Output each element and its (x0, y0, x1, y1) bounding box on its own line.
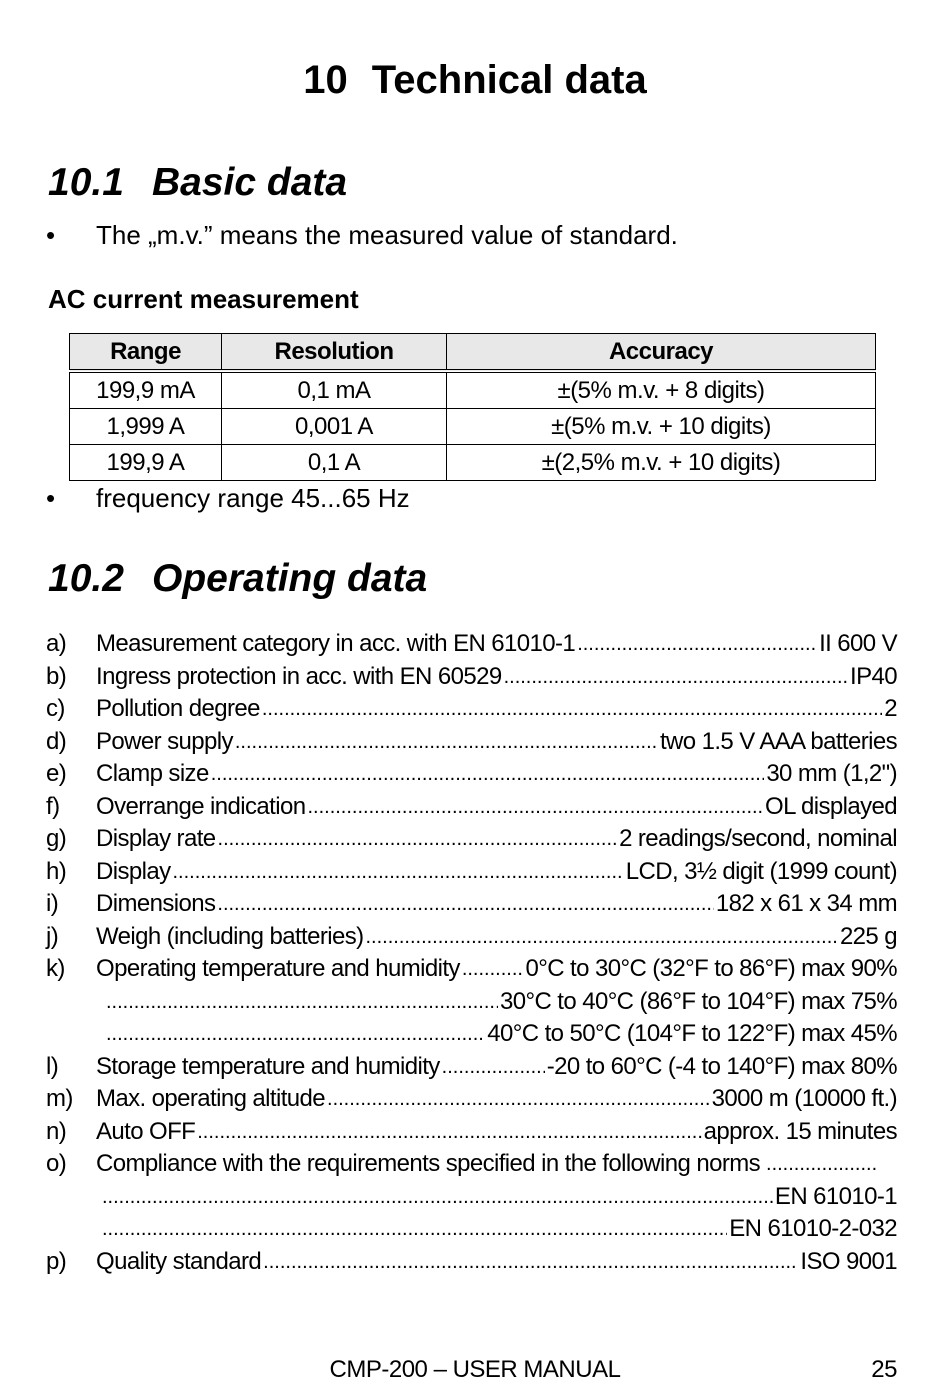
item-value: 2 readings/second, nominal (619, 825, 897, 852)
dot-leader (217, 888, 713, 921)
dot-leader (211, 758, 765, 791)
dot-leader (504, 661, 848, 694)
cell-resolution: 0,1 mA (222, 371, 447, 409)
bullet-text: frequency range 45...65 Hz (96, 483, 410, 513)
section-heading-operating-data (48, 557, 427, 601)
item-key: b) (46, 662, 67, 690)
item-key: l) (46, 1052, 59, 1080)
item-label: Quality standard (96, 1247, 262, 1275)
dot-leader (106, 1018, 485, 1051)
column-header-accuracy: Accuracy (447, 334, 876, 372)
item-key: n) (46, 1117, 67, 1145)
list-item (46, 921, 897, 954)
list-item (46, 953, 897, 986)
page-number: 25 (871, 1356, 897, 1383)
list-item (46, 661, 897, 694)
dot-leader (577, 628, 817, 661)
dot-leader (307, 791, 763, 824)
item-value: 3000 m (10000 ft.) (711, 1085, 897, 1112)
dot-leader (262, 693, 882, 726)
section-number: 10.2 (48, 557, 124, 600)
bullet-text: The „m.v.” means the measured value of standard. (96, 220, 678, 250)
item-key: a) (46, 630, 67, 657)
item-value: two 1.5 V AAA batteries (659, 727, 897, 755)
dot-leader (235, 726, 658, 759)
item-key: e) (46, 760, 67, 787)
section-title: Operating data (152, 557, 428, 600)
item-value: 30 mm (1,2") (766, 760, 897, 787)
item-key: m) (46, 1085, 73, 1112)
dot-leader (327, 1083, 710, 1116)
cell-accuracy: ±(5% m.v. + 10 digits) (447, 409, 876, 445)
item-value: 0°C to 30°C (32°F to 86°F) max 90% (525, 955, 897, 982)
item-value: -20 to 60°C (-4 to 140°F) max 80% (546, 1052, 897, 1080)
item-label: Power supply (96, 727, 233, 755)
bullet-icon: • (46, 220, 56, 250)
item-label: Max. operating altitude (96, 1085, 326, 1112)
item-key: j) (46, 922, 59, 950)
list-item (46, 726, 897, 759)
section-heading-basic-data (48, 161, 347, 205)
item-value: II 600 V (819, 630, 897, 657)
item-value: EN 61010-1 (774, 1182, 897, 1210)
item-key: p) (46, 1247, 67, 1275)
table-header-row (70, 334, 876, 372)
list-item (46, 1051, 897, 1084)
list-item (46, 791, 897, 824)
column-header-range: Range (70, 334, 222, 372)
chapter-heading (0, 58, 950, 103)
item-value: 2 (884, 695, 897, 722)
dot-leader (462, 953, 524, 986)
section-number: 10.1 (48, 161, 124, 204)
chapter-number: 10 (303, 58, 348, 102)
list-item-continuation (46, 1213, 897, 1246)
cell-range: 199,9 mA (70, 371, 222, 409)
item-value: 30°C to 40°C (86°F to 104°F) max 75% (500, 987, 897, 1015)
chapter-title: Technical data (371, 58, 647, 102)
section-title: Basic data (152, 161, 348, 204)
item-label: Measurement category in acc. with EN 61010-1 (96, 630, 576, 657)
item-label: Weigh (including batteries) (96, 922, 364, 950)
item-label: Auto OFF (96, 1117, 196, 1145)
dot-leader (263, 1246, 798, 1279)
dot-leader (442, 1051, 545, 1084)
item-label: Ingress protection in acc. with EN 60529 (96, 662, 502, 690)
item-label: Storage temperature and humidity (96, 1052, 440, 1080)
item-key (46, 986, 104, 1019)
dot-leader (102, 1181, 773, 1214)
item-label: Compliance with the requirements specified in the following norms (96, 1150, 761, 1177)
column-header-resolution: Resolution (222, 334, 447, 372)
footer-title: CMP-200 – USER MANUAL (329, 1356, 621, 1383)
list-item-continuation (46, 1181, 897, 1214)
item-key: i) (46, 890, 59, 917)
item-value: 182 x 61 x 34 mm (715, 890, 897, 917)
item-label: Display rate (96, 825, 216, 852)
table-row (70, 371, 876, 409)
operating-data-list (46, 628, 897, 1278)
dot-leader (218, 823, 618, 856)
item-value: ISO 9001 (800, 1247, 897, 1275)
item-label: Display (96, 857, 171, 885)
cell-resolution: 0,001 A (222, 409, 447, 445)
dot-leader (173, 856, 624, 889)
list-item (46, 1116, 897, 1149)
list-item-continuation (46, 1018, 897, 1051)
table-row (70, 409, 876, 445)
item-value: EN 61010-2-032 (729, 1215, 897, 1242)
list-item (46, 856, 897, 889)
table-row (70, 445, 876, 481)
list-item (46, 823, 897, 856)
list-item-continuation (46, 986, 897, 1019)
item-key: g) (46, 825, 67, 852)
ac-current-subheading: AC current measurement (48, 284, 359, 314)
item-value: LCD, 3½ digit (1999 count) (625, 857, 897, 885)
item-label: Dimensions (96, 890, 216, 917)
item-key: d) (46, 727, 67, 755)
dot-leader (366, 921, 838, 954)
item-value: approx. 15 minutes (703, 1117, 897, 1145)
dot-leader (197, 1116, 701, 1149)
bullet-frequency-range (46, 483, 410, 514)
item-value: 225 g (839, 922, 897, 950)
item-key: k) (46, 955, 65, 982)
list-item (46, 758, 897, 791)
cell-accuracy: ±(2,5% m.v. + 10 digits) (447, 445, 876, 481)
item-value: IP40 (850, 662, 897, 690)
bullet-mv-note (46, 220, 678, 251)
item-label: Pollution degree (96, 695, 260, 722)
list-item (46, 1083, 897, 1116)
item-key: c) (46, 695, 65, 722)
item-label: Overrange indication (96, 792, 306, 820)
cell-range: 199,9 A (70, 445, 222, 481)
item-value: OL displayed (765, 792, 897, 820)
dot-leader (106, 986, 498, 1019)
cell-resolution: 0,1 A (222, 445, 447, 481)
item-label: Operating temperature and humidity (96, 955, 460, 982)
item-key: f) (46, 792, 60, 820)
item-label: Clamp size (96, 760, 209, 787)
item-key (46, 1181, 100, 1214)
list-item (46, 628, 897, 661)
cell-range: 1,999 A (70, 409, 222, 445)
item-value: 40°C to 50°C (104°F to 122°F) max 45% (487, 1020, 897, 1047)
item-key (46, 1018, 104, 1051)
cell-accuracy: ±(5% m.v. + 8 digits) (447, 371, 876, 409)
list-item (46, 693, 897, 726)
item-key: h) (46, 857, 67, 885)
item-key (46, 1213, 100, 1246)
bullet-icon: • (46, 483, 56, 513)
dot-leader (766, 1148, 876, 1181)
item-key: o) (46, 1150, 67, 1177)
list-item (46, 1148, 897, 1181)
ac-current-table (69, 333, 876, 481)
dot-leader (102, 1213, 727, 1246)
list-item (46, 1246, 897, 1279)
list-item (46, 888, 897, 921)
